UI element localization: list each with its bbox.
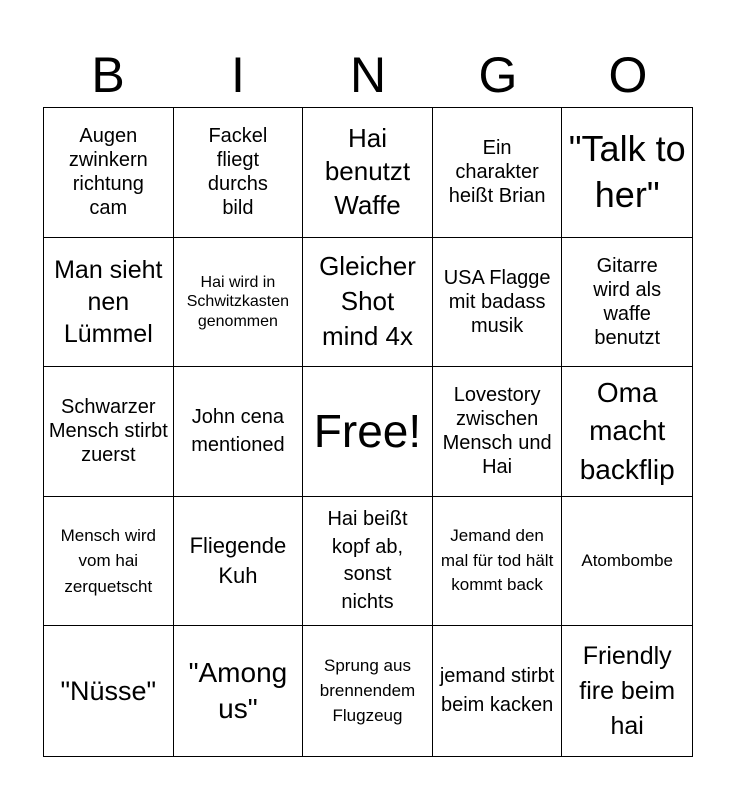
bingo-cell-r3-c5[interactable]: Oma macht backflip <box>562 367 692 497</box>
bingo-cell-r1-c4[interactable]: Ein charakter heißt Brian <box>433 108 563 238</box>
bingo-grid <box>43 107 693 757</box>
bingo-cell-r5-c1[interactable]: "Nüsse" <box>44 626 174 756</box>
bingo-cell-r2-c5[interactable]: Gitarre wird als waffe benutzt <box>562 238 692 368</box>
bingo-cell-r3-c1[interactable]: Schwarzer Mensch stirbt zuerst <box>44 367 174 497</box>
bingo-header <box>43 44 693 106</box>
bingo-cell-r5-c2[interactable]: "Among us" <box>174 626 304 756</box>
bingo-cell-r3-c4[interactable]: Lovestory zwischen Mensch und Hai <box>433 367 563 497</box>
header-letter-g: G <box>478 47 518 103</box>
bingo-cell-r5-c4[interactable]: jemand stirbt beim kacken <box>433 626 563 756</box>
bingo-cell-r4-c2[interactable]: Fliegende Kuh <box>174 497 304 627</box>
bingo-cell-r4-c5[interactable]: Atombombe <box>562 497 692 627</box>
bingo-cell-r4-c3[interactable]: Hai beißt kopf ab, sonst nichts <box>303 497 433 627</box>
bingo-cell-r5-c5[interactable]: Friendly fire beim hai <box>579 641 676 740</box>
bingo-cell-r2-c3[interactable]: Gleicher Shot mind 4x <box>303 238 433 368</box>
header-letter-i: I <box>231 47 245 103</box>
bingo-cell-r1-c1[interactable]: Augen zwinkern richtung cam <box>44 108 174 238</box>
bingo-cell-r4-c1[interactable]: Mensch wird vom hai zerquetscht <box>44 497 174 627</box>
bingo-cell-r2-c1[interactable]: Man sieht nen Lümmel <box>44 238 174 368</box>
header-letter-b: B <box>91 47 125 103</box>
header-letter-o: O <box>608 47 648 103</box>
bingo-cell-r1-c2[interactable]: Fackel fliegt durchs bild <box>174 108 304 238</box>
bingo-cell-r2-c2[interactable]: Hai wird in Schwitzkasten genommen <box>174 238 304 368</box>
bingo-cell-r3-c3-free[interactable]: Free! <box>303 367 433 497</box>
bingo-cell-r2-c4[interactable]: USA Flagge mit badass musik <box>433 238 563 368</box>
bingo-cell-r4-c4[interactable]: Jemand den mal für tod hält kommt back <box>433 497 563 627</box>
bingo-cell-r3-c2[interactable]: John cena mentioned <box>174 367 304 497</box>
bingo-cell-r1-c3[interactable]: Hai benutzt Waffe <box>303 108 433 238</box>
bingo-cell-r5-c3[interactable]: Sprung aus brennendem Flugzeug <box>303 626 433 756</box>
header-letter-n: N <box>349 47 387 103</box>
bingo-cell-r1-c5[interactable]: "Talk to her" <box>562 108 692 238</box>
